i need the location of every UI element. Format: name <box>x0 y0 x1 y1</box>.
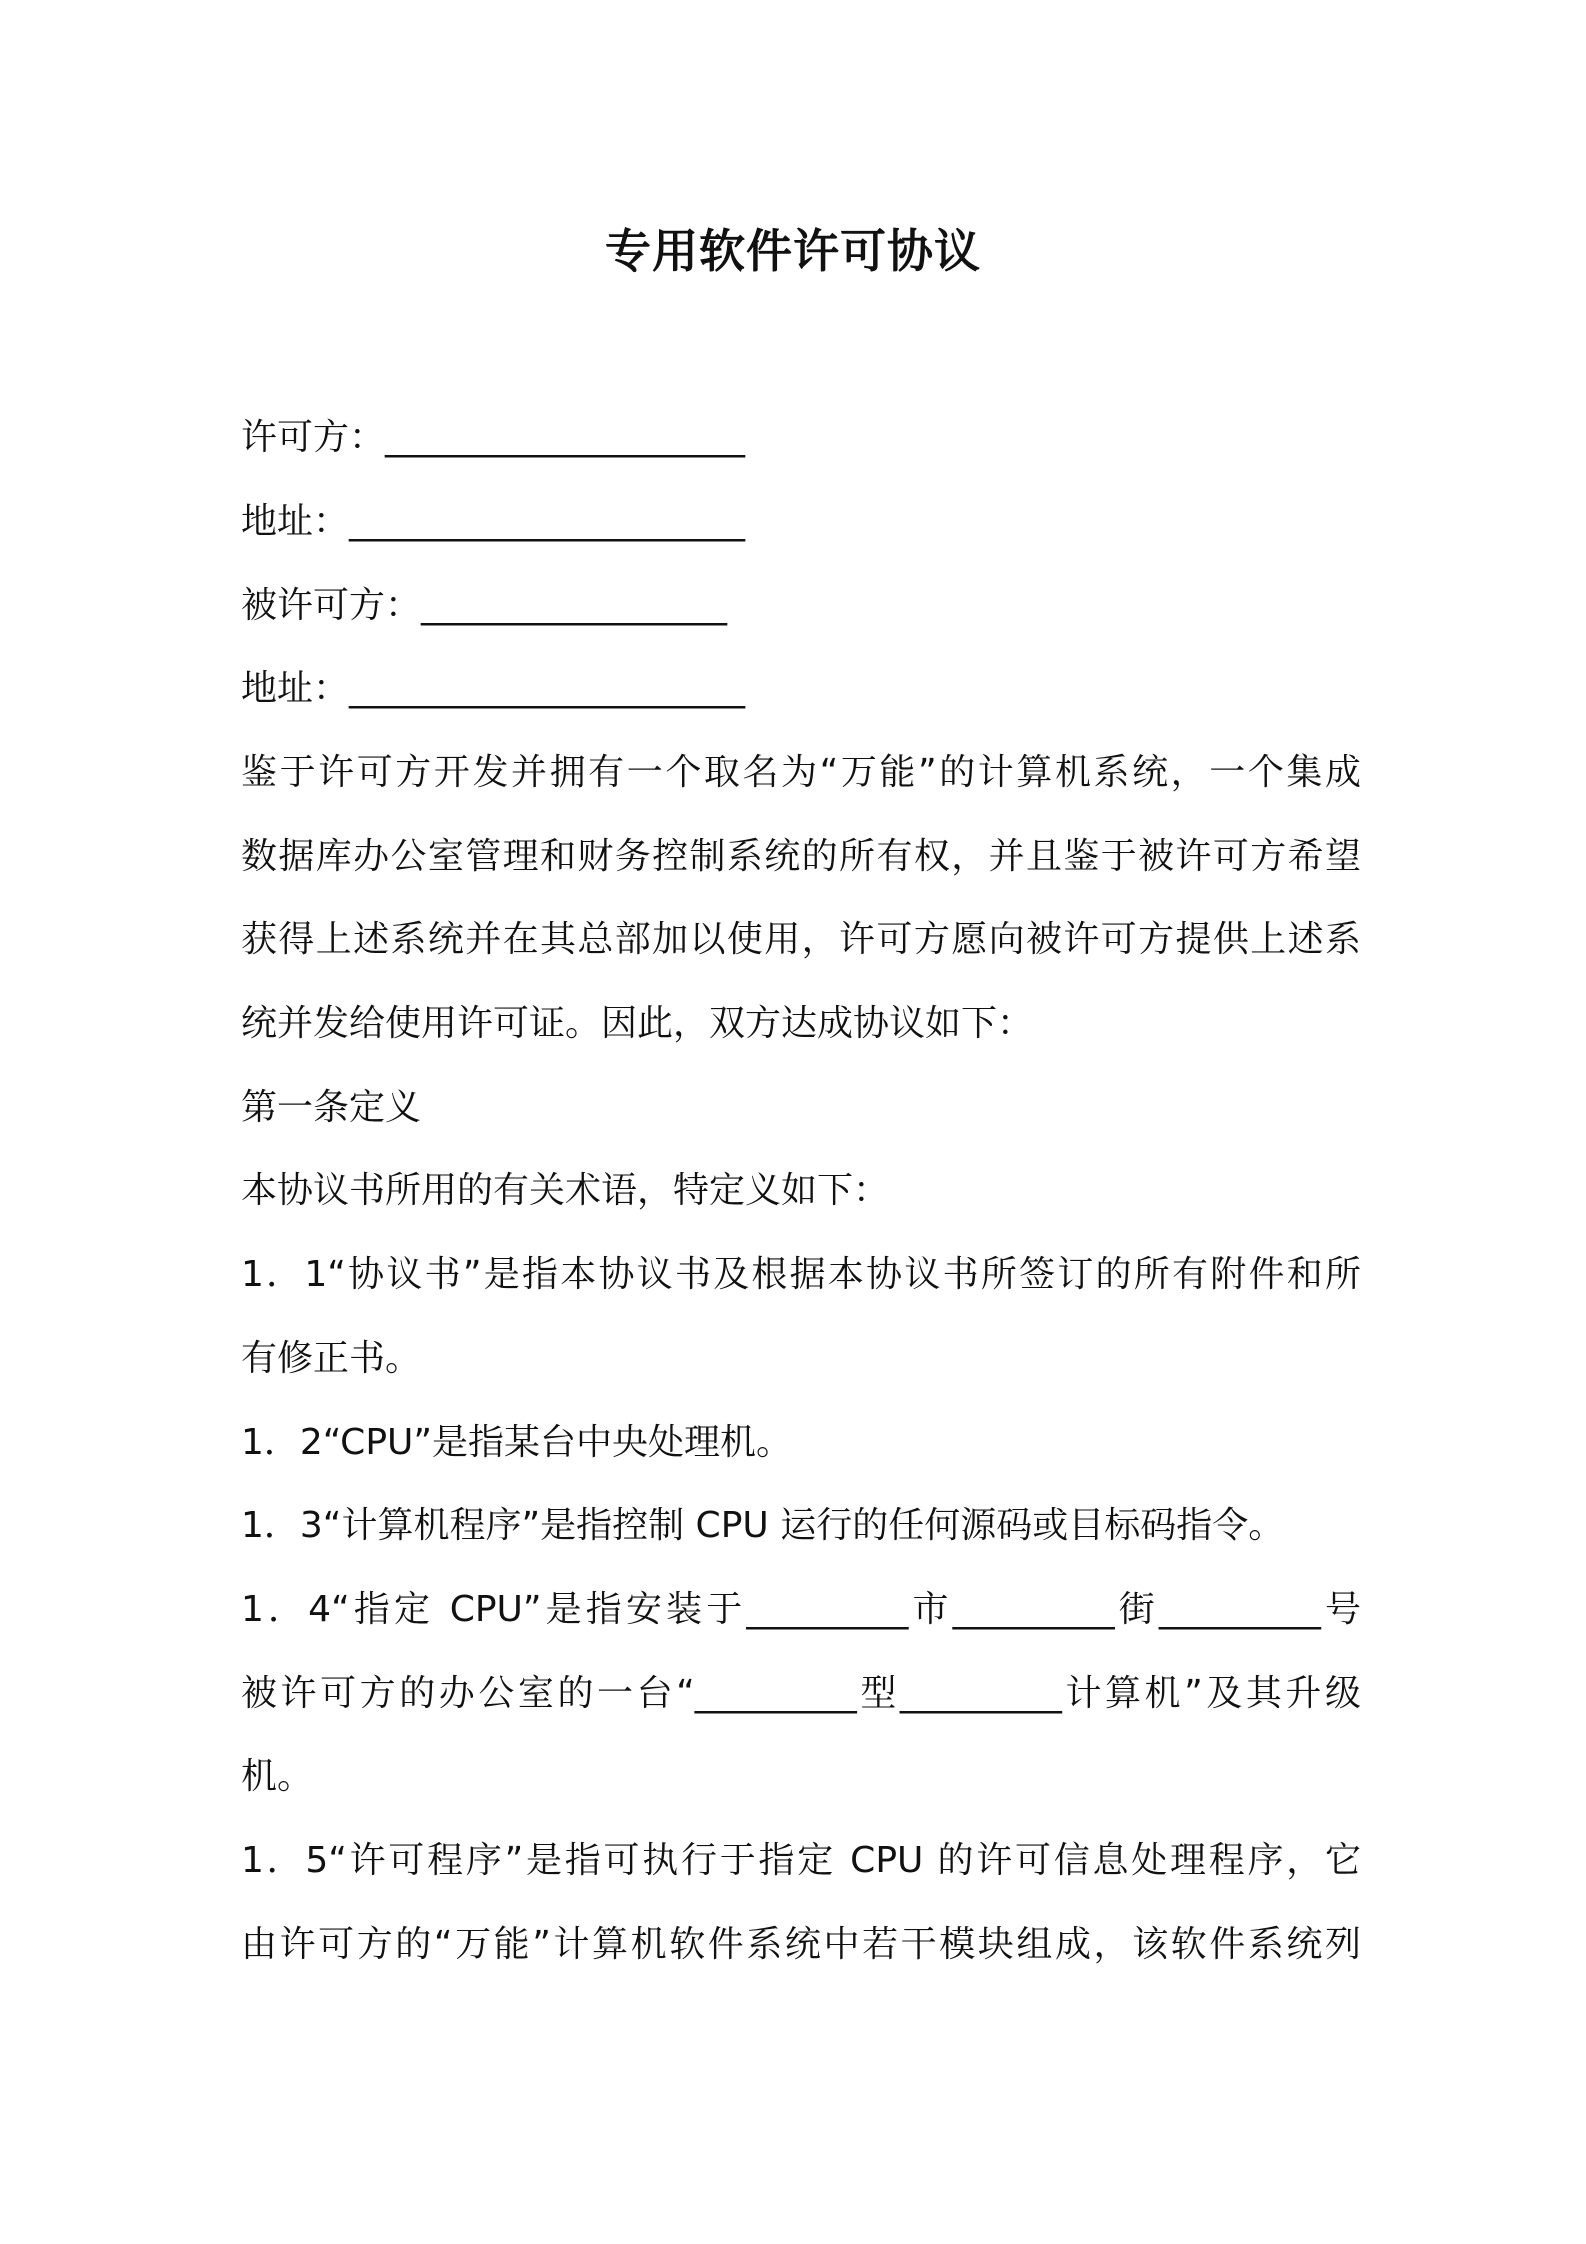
clause-line: 1．4“指定 CPU”是指安装于_________市_________街_________号 <box>241 1589 1361 1630</box>
licensee-line: 被许可方：_________________ <box>241 585 728 626</box>
clause-line: 1．1“协议书”是指本协议书及根据本协议书所签订的所有附件和所 <box>241 1254 1361 1295</box>
clause-line: 机。 <box>241 1756 314 1797</box>
paragraph-line: 获得上述系统并在其总部加以使用，许可方愿向被许可方提供上述系 <box>241 919 1361 960</box>
licensee-address-line: 地址：______________________ <box>241 668 746 709</box>
clause-line: 由许可方的“万能”计算机软件系统中若干模块组成，该软件系统列 <box>241 1924 1361 1965</box>
clause-line: 被许可方的办公室的一台“_________型_________计算机”及其升级 <box>241 1673 1361 1714</box>
paragraph-line: 统并发给使用许可证。因此，双方达成协议如下： <box>241 1003 1034 1044</box>
paragraph-line: 本协议书所用的有关术语，特定义如下： <box>241 1170 890 1211</box>
clause-line: 1．5“许可程序”是指可执行于指定 CPU 的许可信息处理程序，它 <box>241 1840 1361 1881</box>
licensor-address-line: 地址：______________________ <box>241 501 746 542</box>
clause-line: 1．3“计算机程序”是指控制 CPU 运行的任何源码或目标码指令。 <box>241 1505 1285 1546</box>
licensor-line: 许可方：____________________ <box>241 417 746 458</box>
document-title: 专用软件许可协议 <box>605 224 981 278</box>
section-heading: 第一条定义 <box>241 1087 422 1128</box>
paragraph-line: 数据库办公室管理和财务控制系统的所有权，并且鉴于被许可方希望 <box>241 836 1361 877</box>
clause-line: 有修正书。 <box>241 1338 422 1379</box>
clause-line: 1．2“CPU”是指某台中央处理机。 <box>241 1422 793 1463</box>
paragraph-line: 鉴于许可方开发并拥有一个取名为“万能”的计算机系统，一个集成 <box>241 752 1361 793</box>
